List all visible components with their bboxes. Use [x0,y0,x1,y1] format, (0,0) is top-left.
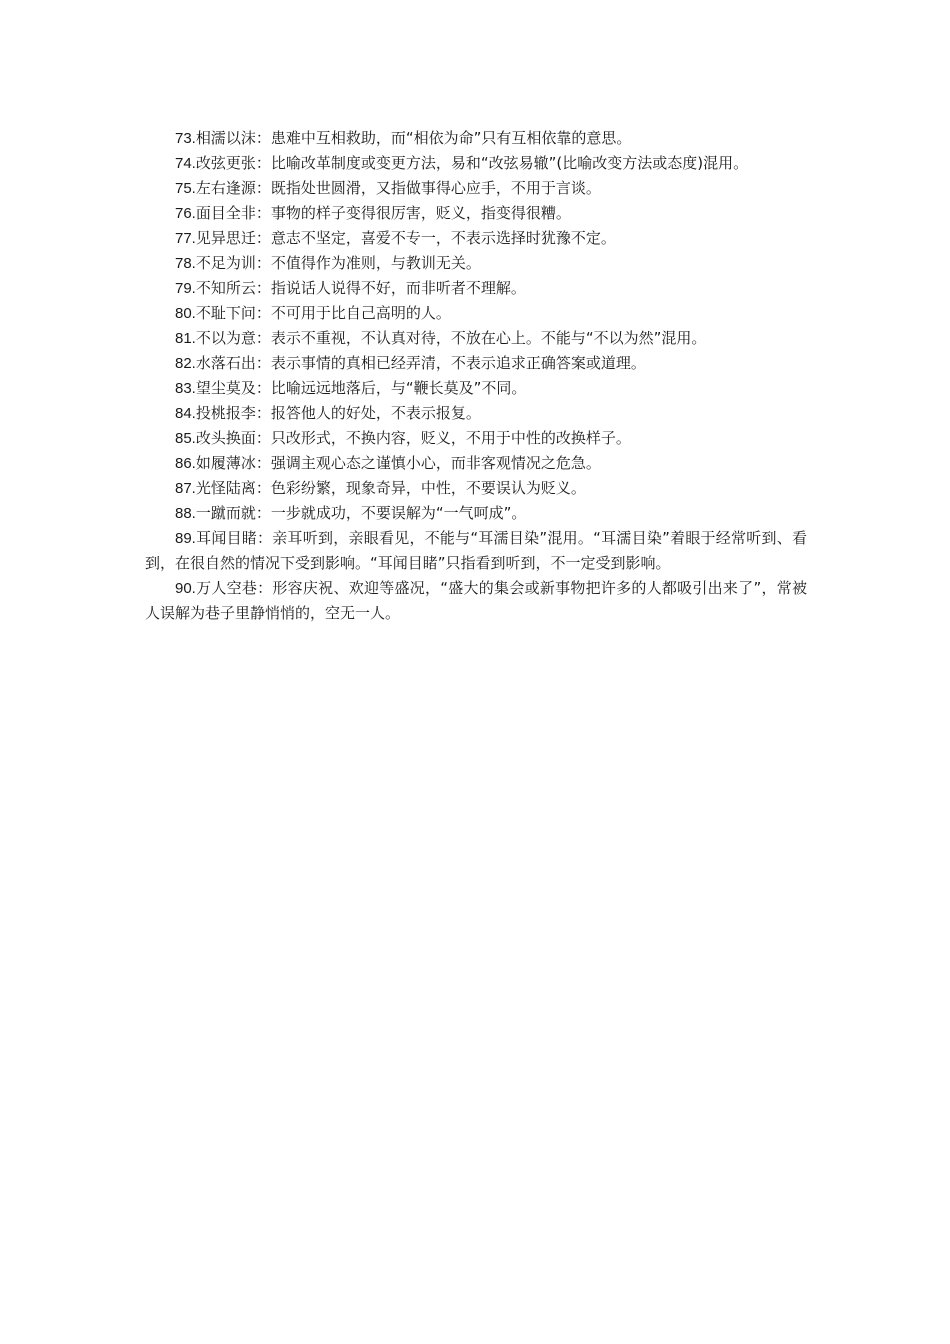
list-item [145,576,807,626]
item-text: 面目全非：事物的样子变得很厉害，贬义，指变得很糟。 [195,204,571,222]
item-number: 73. [175,130,196,147]
item-number: 81. [175,330,196,347]
item-text: 万人空巷：形容庆祝、欢迎等盛况，“盛大的集会或新事物把许多的人都吸引出来了”，常被人误解为巷子里静悄悄的，空无一人。 [145,579,807,622]
list-item [145,151,807,176]
item-text: 投桃报李：报答他人的好处，不表示报复。 [195,404,481,422]
item-number: 89. [175,530,196,547]
item-number: 86. [175,455,196,472]
item-text: 望尘莫及：比喻远远地落后，与“鞭长莫及”不同。 [195,379,527,397]
item-text: 如履薄冰：强调主观心态之谨慎小心，而非客观情况之危急。 [195,454,601,472]
item-number: 77. [175,230,196,247]
item-text: 耳闻目睹：亲耳听到，亲眼看见，不能与“耳濡目染”混用。“耳濡目染”着眼于经常听到、看到，在很自然的情况下受到影响。“耳闻目睹”只指看到听到，不一定受到影响。 [145,529,807,572]
list-item [145,176,807,201]
item-number: 87. [175,480,196,497]
item-number: 88. [175,505,196,522]
idiom-list [145,126,807,626]
item-number: 80. [175,305,196,322]
list-item [145,326,807,351]
item-number: 84. [175,405,196,422]
item-number: 76. [175,205,196,222]
item-text: 不足为训：不值得作为准则，与教训无关。 [195,254,481,272]
item-text: 见异思迁：意志不坚定，喜爱不专一，不表示选择时犹豫不定。 [195,229,616,247]
list-item [145,276,807,301]
list-item [145,426,807,451]
list-item [145,501,807,526]
item-number: 82. [175,355,196,372]
list-item [145,351,807,376]
list-item [145,201,807,226]
list-item [145,401,807,426]
item-text: 水落石出：表示事情的真相已经弄清，不表示追求正确答案或道理。 [195,354,646,372]
list-item [145,451,807,476]
item-number: 74. [175,155,196,172]
item-number: 75. [175,180,196,197]
list-item [145,301,807,326]
item-number: 78. [175,255,196,272]
item-text: 一蹴而就：一步就成功，不要误解为“一气呵成”。 [195,504,527,522]
list-item [145,126,807,151]
item-text: 相濡以沫：患难中互相救助，而“相依为命”只有互相依靠的意思。 [195,129,632,147]
item-number: 79. [175,280,196,297]
list-item [145,476,807,501]
item-text: 改弦更张：比喻改革制度或变更方法，易和“改弦易辙”(比喻改变方法或态度)混用。 [195,154,749,172]
item-text: 光怪陆离：色彩纷繁，现象奇异，中性，不要误认为贬义。 [195,479,586,497]
list-item [145,376,807,401]
item-number: 85. [175,430,196,447]
item-text: 左右逢源：既指处世圆滑，又指做事得心应手，不用于言谈。 [195,179,601,197]
item-text: 不知所云：指说话人说得不好，而非听者不理解。 [195,279,526,297]
item-text: 不以为意：表示不重视，不认真对待，不放在心上。不能与“不以为然”混用。 [195,329,707,347]
list-item [145,526,807,576]
list-item [145,226,807,251]
item-text: 不耻下问：不可用于比自己高明的人。 [195,304,451,322]
list-item [145,251,807,276]
item-number: 90. [175,580,196,597]
item-text: 改头换面：只改形式，不换内容，贬义，不用于中性的改换样子。 [195,429,631,447]
item-number: 83. [175,380,196,397]
